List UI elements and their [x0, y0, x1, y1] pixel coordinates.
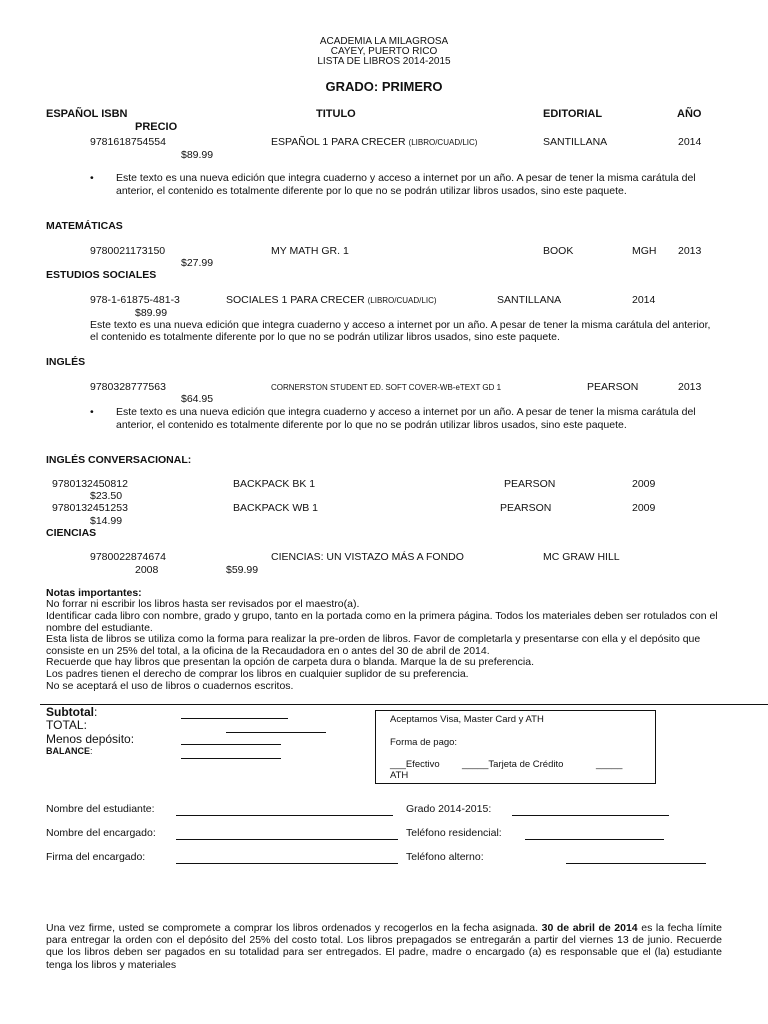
espanol-editorial: SANTILLANA — [543, 136, 608, 148]
matematicas-title: MY MATH GR. 1 — [271, 245, 349, 257]
sociales-title: SOCIALES 1 PARA CRECER (LIBRO/CUAD/LIC) — [226, 294, 437, 306]
deposito-blank[interactable] — [181, 744, 281, 745]
col-ano: AÑO — [677, 108, 702, 120]
notes-line-6: No se aceptará el uso de libros o cuadernos escritos. — [46, 680, 294, 692]
phone-home-label: Teléfono residencial: — [406, 827, 502, 839]
grade-field[interactable] — [512, 815, 669, 816]
school-name: ACADEMIA LA MILAGROSA — [319, 36, 449, 47]
student-name-field[interactable] — [176, 815, 393, 816]
phone-home-field[interactable] — [525, 839, 664, 840]
notes-line-3: Esta lista de libros se utiliza como la forma para realizar la pre-orden de libros. Favor de completarla y presentarse con ella y el depósito que consiste en un 25% del total, a la oficina de la Recaudadora en o antes del 30 de abril de 2014. — [46, 633, 701, 657]
footer-paragraph: Una vez firme, usted se compromete a comprar los libros ordenados y recogerlos en la fecha asignada. 30 de abril de 2014 es la fecha límite para entregar la orden con el depósito del 25% del costo total. Los libros prepagados se entregarán a partir del viernes 13 de junio. Recuerde que los libros deben ser pagados en su totalidad para ser entregados. El padre, madre o encargado (a) es responsable que el (la) estudiante tenga los libros y materiales — [46, 922, 722, 971]
matematicas-year: 2013 — [678, 245, 702, 257]
espanol-isbn: 9781618754554 — [90, 136, 166, 148]
matematicas-editorial2: MGH — [632, 245, 657, 257]
notes-line-2: Identificar cada libro con nombre, grado y grupo, tanto en la portada como en la primera página. Todos los materiales deben ser rotulados con el nombre del estudiante. — [46, 610, 718, 634]
sociales-price: $89.99 — [135, 307, 168, 319]
footer-deadline: 30 de abril de 2014 — [541, 922, 638, 934]
list-title: LISTA DE LIBROS 2014-2015 — [317, 56, 451, 67]
payment-ath-label: ATH — [390, 770, 409, 781]
ingles-conv-heading: INGLÉS CONVERSACIONAL: — [46, 454, 192, 466]
ingles-notice: • Este texto es una nueva edición que integra cuaderno y acceso a internet por un año. A pesar de tener la misma carátula del anterior, el contenido es totalmente diferente por lo que no se podrán utilizar libros usados, sino este paquete. — [116, 406, 706, 431]
total-blank[interactable] — [226, 732, 326, 733]
ingles-heading: INGLÉS — [46, 356, 86, 368]
espanol-year: 2014 — [678, 136, 702, 148]
espanol-notice: • Este texto es una nueva edición que integra cuaderno y acceso a internet por un año. A pesar de tener la misma carátula del anterior, el contenido es totalmente diferente por lo que no se podrán utilizar libros usados, sino este paquete. — [116, 172, 706, 197]
notes-line-1: No forrar ni escribir los libros hasta ser revisados por el maestro(a). — [46, 598, 360, 610]
matematicas-price: $27.99 — [181, 257, 214, 269]
matematicas-heading: MATEMÁTICAS — [46, 220, 123, 232]
ingles-conv-price-2: $14.99 — [90, 515, 123, 527]
sociales-notice: Este texto es una nueva edición que integra cuaderno y acceso a internet por un año. A pesar de tener la misma carátula del anterior, el contenido es totalmente diferente por lo que no se podrán utilizar libros usados, sino este paquete. — [90, 319, 711, 343]
ingles-isbn: 9780328777563 — [90, 381, 166, 393]
payment-ath-blank[interactable]: _____ — [596, 759, 623, 770]
matematicas-editorial: BOOK — [543, 245, 574, 257]
col-titulo: TITULO — [316, 108, 356, 120]
notes-line-5: Los padres tienen el derecho de comprar los libros en cualquier suplidor de su preferencia. — [46, 668, 469, 680]
payment-tarjeta-option[interactable]: _____Tarjeta de Crédito — [462, 759, 564, 770]
guardian-signature-field[interactable] — [176, 863, 398, 864]
col-precio: PRECIO — [135, 121, 178, 133]
notes-line-4: Recuerde que hay libros que presentan la opción de carpeta dura o blanda. Marque la de su preferencia. — [46, 656, 534, 668]
subtotal-label: Subtotal: — [46, 705, 98, 719]
ingles-conv-isbn-1: 9780132450812 — [52, 478, 128, 490]
ingles-conv-year-1: 2009 — [632, 478, 656, 490]
matematicas-isbn: 9780021173150 — [90, 245, 166, 257]
totals-divider — [40, 704, 768, 705]
sociales-heading: ESTUDIOS SOCIALES — [46, 269, 157, 281]
guardian-name-label: Nombre del encargado: — [46, 827, 156, 839]
notes-heading: Notas importantes: — [46, 587, 142, 599]
balance-label: BALANCE: — [46, 746, 93, 756]
espanol-title: ESPAÑOL 1 PARA CRECER (LIBRO/CUAD/LIC) — [271, 136, 478, 148]
sociales-year: 2014 — [632, 294, 656, 306]
ingles-conv-editorial-1: PEARSON — [504, 478, 556, 490]
sociales-editorial: SANTILLANA — [497, 294, 562, 306]
school-location: CAYEY, PUERTO RICO — [330, 46, 438, 57]
col-editorial: EDITORIAL — [543, 108, 603, 120]
grade-title: GRADO: PRIMERO — [325, 79, 443, 94]
sociales-isbn: 978-1-61875-481-3 — [90, 294, 180, 306]
phone-alt-field[interactable] — [566, 863, 706, 864]
ingles-conv-editorial-2: PEARSON — [500, 502, 552, 514]
payment-forma-label: Forma de pago: — [390, 737, 458, 748]
ingles-editorial: PEARSON — [587, 381, 639, 393]
subtotal-blank[interactable] — [181, 718, 288, 719]
guardian-signature-label: Firma del encargado: — [46, 851, 146, 863]
ingles-conv-title-1: BACKPACK BK 1 — [233, 478, 316, 490]
ingles-title: CORNERSTON STUDENT ED. SOFT COVER-WB-eTEXT GD 1 — [271, 383, 502, 392]
ingles-conv-year-2: 2009 — [632, 502, 656, 514]
ingles-price: $64.95 — [181, 393, 214, 405]
phone-alt-label: Teléfono alterno: — [406, 851, 484, 863]
guardian-name-field[interactable] — [176, 839, 398, 840]
ciencias-heading: CIENCIAS — [46, 527, 97, 539]
ciencias-title: CIENCIAS: UN VISTAZO MÁS A FONDO — [271, 551, 464, 563]
ciencias-isbn: 9780022874674 — [90, 551, 166, 563]
payment-efectivo-option[interactable]: ___Efectivo — [390, 759, 440, 770]
ingles-conv-title-2: BACKPACK WB 1 — [233, 502, 318, 514]
menos-deposito-label: Menos depósito: — [46, 732, 135, 746]
espanol-price: $89.99 — [181, 149, 214, 161]
ingles-conv-price-1: $23.50 — [90, 490, 123, 502]
total-label: TOTAL: — [46, 718, 87, 732]
payment-accept: Aceptamos Visa, Master Card y ATH — [390, 714, 544, 725]
ciencias-price: $59.99 — [226, 564, 259, 576]
col-espanol-isbn: ESPAÑOL ISBN — [46, 108, 128, 120]
grade-label: Grado 2014-2015: — [406, 803, 492, 815]
student-name-label: Nombre del estudiante: — [46, 803, 155, 815]
balance-blank[interactable] — [181, 758, 281, 759]
ingles-conv-isbn-2: 9780132451253 — [52, 502, 128, 514]
ciencias-editorial: MC GRAW HILL — [543, 551, 620, 563]
ingles-year: 2013 — [678, 381, 702, 393]
ciencias-year: 2008 — [135, 564, 159, 576]
